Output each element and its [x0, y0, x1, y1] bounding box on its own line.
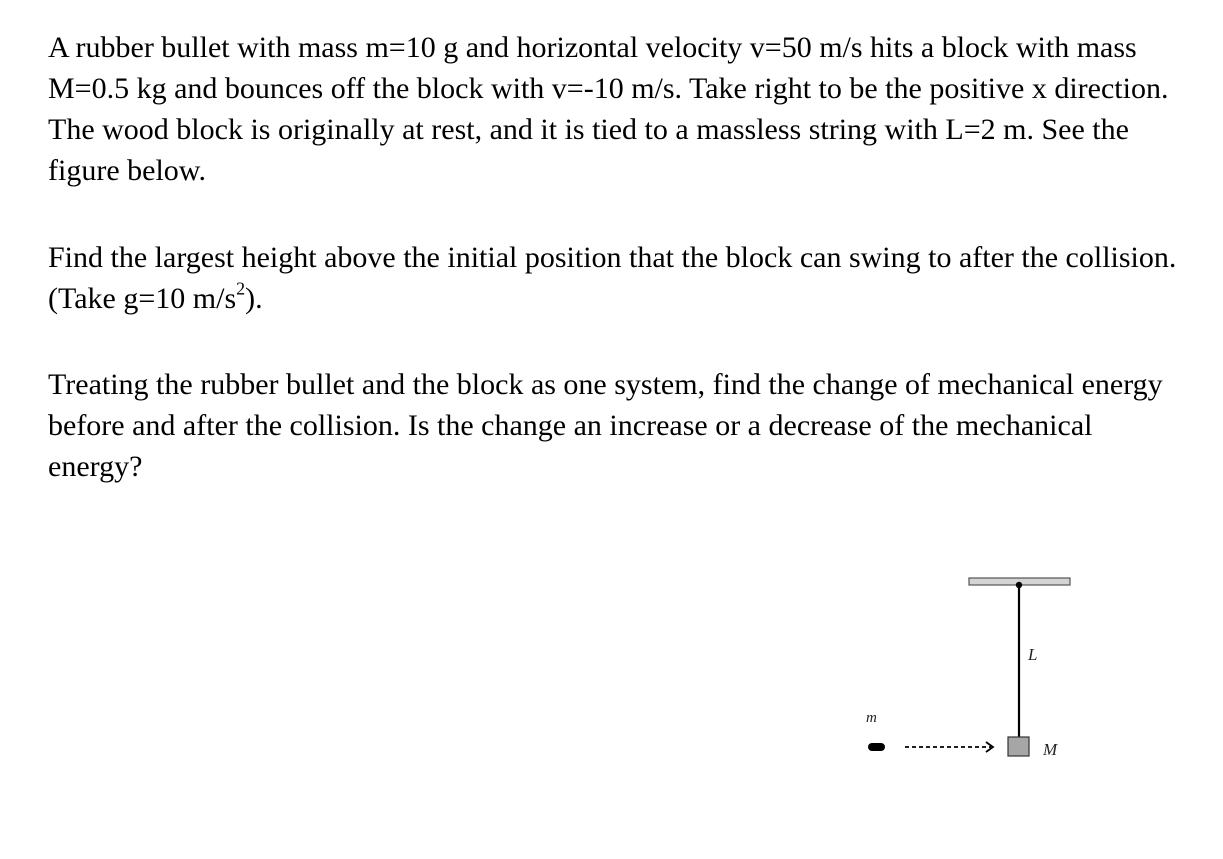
pendulum-figure: [860, 570, 1100, 780]
string-length-label: L: [1028, 645, 1038, 664]
wood-block: [1008, 737, 1029, 756]
question-height: [48, 237, 1188, 319]
bullet-mass-label: m: [866, 710, 877, 726]
question-energy: Treating the rubber bullet and the block as one system, find the change of mechanical energy before and after the collision. Is the change an increase or a decrease of the mechanical energy?: [48, 368, 1163, 483]
pendulum-diagram: [860, 570, 1100, 780]
exponent: 2: [236, 278, 246, 299]
question-height-end: ).: [245, 282, 263, 315]
rubber-bullet: [868, 743, 885, 751]
block-mass-label: M: [1043, 740, 1058, 759]
question-height-text: Find the largest height above the initial position that the block can swing to after the collision. (Take g=10 m/s: [48, 241, 1177, 315]
problem-statement: A rubber bullet with mass m=10 g and horizontal velocity v=50 m/s hits a block with mass M=0.5 kg and bounces off the block with v=-10 m/s. Take right to be the positive x direction. The wood block is originally at rest, and it is tied to a massless string with L=2 m. See the figure below.: [48, 31, 1169, 187]
